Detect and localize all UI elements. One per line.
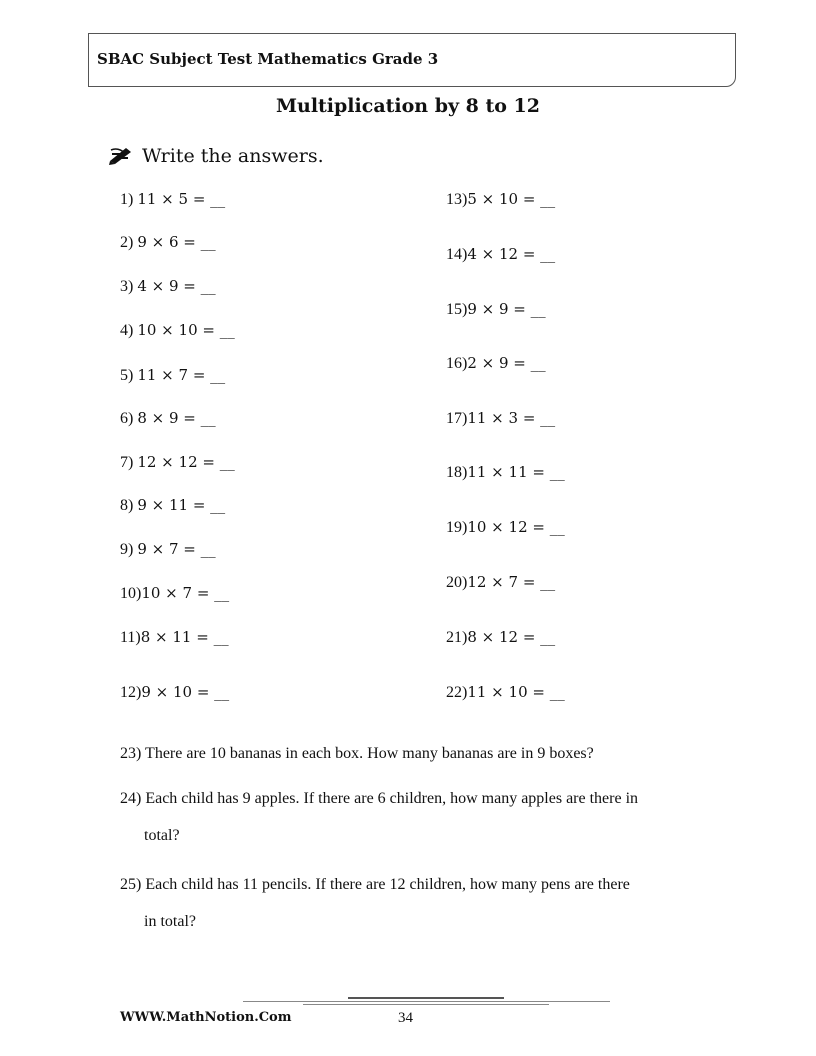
problem-number: 20) [446, 574, 468, 591]
problem-item [120, 496, 225, 515]
problem-item [446, 683, 565, 702]
page-title: Multiplication by 8 to 12 [275, 95, 541, 117]
problem-number: 12) [120, 684, 142, 701]
problem-item [446, 300, 546, 319]
footer-website: WWW.MathNotion.Com [120, 1010, 292, 1025]
problem-expression: 11 × 10 = __ [467, 683, 565, 701]
problem-expression: 9 × 6 = __ [137, 233, 216, 251]
problem-number: 5) [120, 367, 134, 384]
problem-number: 22) [446, 684, 468, 701]
problem-item [120, 366, 225, 385]
problem-item [120, 628, 229, 647]
pencil-icon [108, 145, 134, 170]
problem-number: 21) [446, 629, 468, 646]
problem-item [446, 573, 555, 592]
problem-item [446, 628, 555, 647]
problem-number: 4) [120, 322, 134, 339]
problem-expression: 11 × 5 = __ [137, 190, 226, 208]
problem-item [120, 584, 229, 603]
problem-item [120, 540, 216, 559]
problem-number: 2) [120, 234, 134, 251]
problem-expression: 12 × 12 = __ [137, 453, 235, 471]
word-problem-text: 24) Each child has 9 apples. If there are 6 children, how many apples are there in [120, 790, 639, 807]
header-title: SBAC Subject Test Mathematics Grade 3 [97, 50, 439, 68]
problem-number: 13) [446, 191, 468, 208]
footer-divider [303, 1004, 549, 1005]
problem-number: 14) [446, 246, 468, 263]
problem-number: 1) [120, 191, 134, 208]
problem-expression: 10 × 12 = __ [467, 518, 565, 536]
problem-expression: 5 × 10 = __ [467, 190, 556, 208]
problem-expression: 4 × 12 = __ [467, 245, 556, 263]
word-problem [120, 876, 720, 931]
problem-expression: 4 × 9 = __ [137, 277, 216, 295]
word-problem-text: 23) There are 10 bananas in each box. How many bananas are in 9 boxes? [120, 745, 594, 762]
footer-divider [243, 1001, 610, 1002]
word-problem-continuation: in total? [144, 913, 196, 930]
problem-number: 19) [446, 519, 468, 536]
problem-number: 10) [120, 585, 142, 602]
problem-expression: 8 × 9 = __ [137, 409, 216, 427]
problem-number: 15) [446, 301, 468, 318]
header-box [88, 33, 736, 87]
problem-number: 16) [446, 355, 468, 372]
problem-item [446, 409, 555, 428]
problem-expression: 11 × 3 = __ [467, 409, 556, 427]
instruction-text: Write the answers. [142, 145, 324, 167]
word-problem-text: 25) Each child has 11 pencils. If there are 12 children, how many pens are there [120, 876, 630, 893]
problem-item [120, 453, 235, 472]
problem-number: 7) [120, 454, 134, 471]
problem-number: 17) [446, 410, 468, 427]
problem-expression: 8 × 11 = __ [140, 628, 229, 646]
problem-number: 18) [446, 464, 468, 481]
problem-expression: 2 × 9 = __ [467, 354, 546, 372]
word-problem [120, 745, 720, 763]
problem-number: 6) [120, 410, 134, 427]
problem-expression: 8 × 12 = __ [467, 628, 556, 646]
problem-expression: 9 × 11 = __ [137, 496, 226, 514]
problem-item [446, 354, 546, 373]
word-problem [120, 790, 720, 845]
page-number: 34 [398, 1010, 413, 1026]
problem-number: 8) [120, 497, 134, 514]
problem-expression: 10 × 10 = __ [137, 321, 235, 339]
instruction [108, 145, 324, 170]
footer-divider [348, 997, 504, 999]
problem-expression: 11 × 7 = __ [137, 366, 226, 384]
problem-item [446, 190, 555, 209]
word-problem-continuation: total? [144, 827, 180, 844]
problem-expression: 9 × 7 = __ [137, 540, 216, 558]
problem-item [120, 233, 216, 252]
problem-expression: 12 × 7 = __ [467, 573, 556, 591]
problem-expression: 9 × 9 = __ [467, 300, 546, 318]
problem-expression: 10 × 7 = __ [141, 584, 230, 602]
problem-item [446, 245, 555, 264]
problem-expression: 11 × 11 = __ [467, 463, 565, 481]
problem-item [120, 277, 216, 296]
problem-number: 9) [120, 541, 134, 558]
problem-number: 11) [120, 629, 141, 646]
problem-expression: 9 × 10 = __ [141, 683, 230, 701]
problem-item [120, 190, 225, 209]
problem-item [446, 518, 565, 537]
problem-item [120, 409, 216, 428]
problem-item [120, 321, 235, 340]
problem-item [446, 463, 565, 482]
problem-number: 3) [120, 278, 134, 295]
problem-item [120, 683, 229, 702]
